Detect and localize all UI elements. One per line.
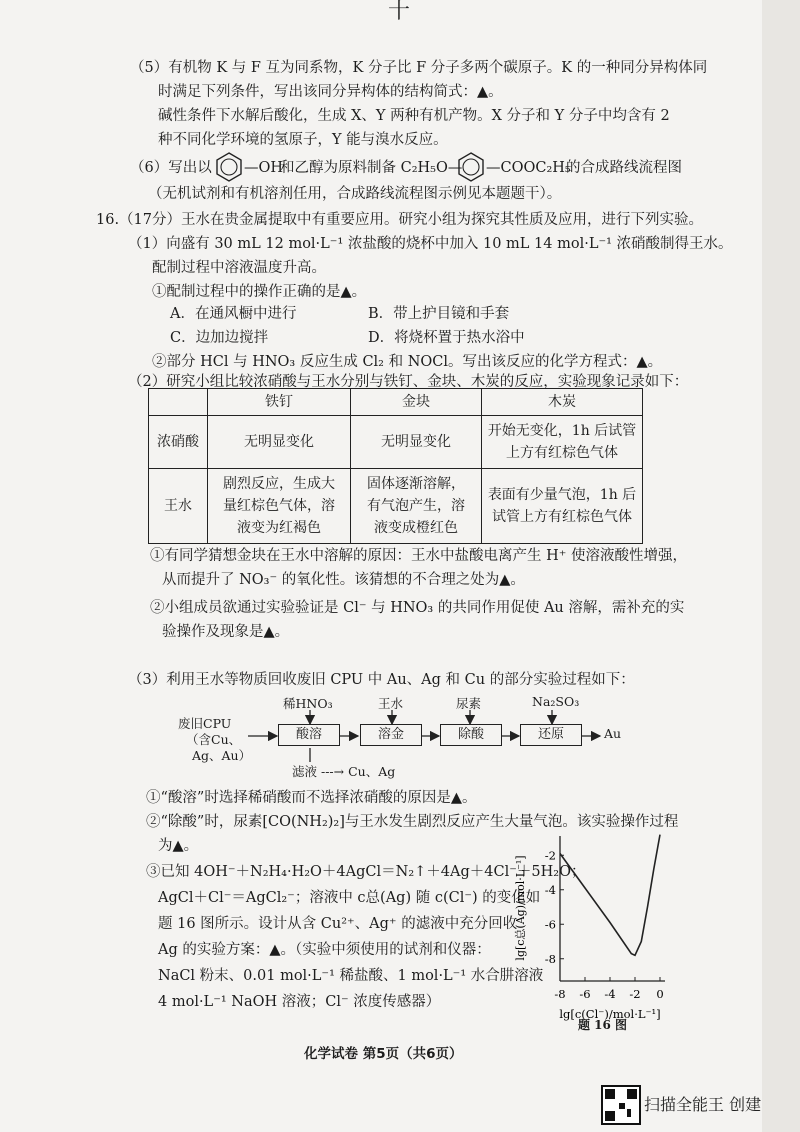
series-line [560, 835, 660, 956]
table-cell-line: 有气泡产生，溶 [367, 498, 465, 514]
reagent-na2so3: Na₂SO₃ [532, 694, 580, 709]
q6-mid: 和乙醇为原料制备 C₂H₅O— [280, 160, 463, 176]
q16-p1-line-1: （1）向盛有 30 mL 12 mol·L⁻¹ 浓盐酸的烧杯中加入 10 mL 14 mol·L⁻¹ 浓硝酸制得王水。 [128, 236, 733, 252]
q16-p2-q1-line-1: ①有同学猜想金块在王水中溶解的原因：王水中盐酸电离产生 H⁺ 使溶液酸性增强， [150, 548, 688, 564]
q16-p3-q2-line-2: 为▲。 [158, 838, 199, 854]
table-cell-line: 液变成橙红色 [374, 520, 458, 536]
table-row [149, 469, 643, 544]
top-cross-mark: 十 [388, 0, 411, 24]
q16-p2-q2-line-1: ②小组成员欲通过实验验证是 Cl⁻ 与 HNO₃ 的共同作用促使 Au 溶解，需补充的实 [150, 600, 685, 616]
table-cell: 无明显变化 [208, 416, 351, 469]
q5-line-3: 碱性条件下水解后酸化，生成 X、Y 两种有机产物。X 分子和 Y 分子中均含有 2 [158, 108, 670, 124]
flow-input-line-1: 废旧CPU [178, 716, 232, 731]
q16-p3-q3-line-2: AgCl＋Cl⁻＝AgCl₂⁻；溶液中 c总(Ag) 随 c(Cl⁻) 的变化如 [158, 890, 541, 906]
option-b: B．带上护目镜和手套 [368, 306, 510, 322]
reagent-dilute-hno3: 稀HNO₃ [283, 696, 333, 711]
y-axis-label: lg[c总(Ag)/mol·L⁻¹] [514, 855, 527, 961]
y-tick-label: -6 [544, 917, 556, 932]
table-cell [482, 469, 643, 544]
q6-suffix: 的合成路线流程图 [566, 160, 682, 176]
observation-table [148, 388, 643, 544]
q5-line-2: 时满足下列条件，写出该同分异构体的结构简式：▲。 [158, 84, 503, 100]
table-cell-line: 上方有红棕色气体 [506, 445, 618, 461]
benzene-ring-icon [212, 150, 246, 184]
q16-p1-line-2: 配制过程中溶液温度升高。 [152, 260, 326, 276]
table-header-row [149, 389, 643, 416]
table-cell [351, 469, 482, 544]
x-axis-label: lg[c(Cl⁻)/mol·L⁻¹] [559, 1007, 661, 1021]
qr-code-icon [601, 1085, 641, 1125]
table-cell-line: 固体逐渐溶解， [367, 476, 465, 492]
step-box-reduce: 还原 [520, 724, 582, 746]
q16-p3-intro: （3）利用王水等物质回收废旧 CPU 中 Au、Ag 和 Cu 的部分实验过程如下： [128, 672, 635, 688]
q16-p3-q2-line-1: ②“除酸”时，尿素[CO(NH₂)₂]与王水发生剧烈反应产生大量气泡。该实验操作过程 [146, 814, 679, 830]
flow-product: Au [604, 726, 622, 741]
reagent-aqua-regia: 王水 [378, 696, 404, 711]
x-tick-label: -6 [579, 987, 591, 1001]
table-cell [482, 416, 643, 469]
benzene-ring-icon-2 [454, 150, 488, 184]
x-tick-label: -8 [554, 987, 566, 1001]
table-row [149, 416, 643, 469]
table-cell: 无明显变化 [351, 416, 482, 469]
q16-p3-q3-line-6: 4 mol·L⁻¹ NaOH 溶液；Cl⁻ 浓度传感器） [158, 994, 441, 1010]
flow-input-line-3: Ag、Au） [192, 748, 252, 763]
option-d: D．将烧杯置于热水浴中 [368, 330, 525, 346]
y-tick-label: -4 [544, 882, 556, 897]
scan-edge [762, 0, 800, 1132]
table-cell [208, 469, 351, 544]
x-tick-label: -4 [604, 987, 616, 1001]
step-box-remove-acid: 除酸 [440, 724, 502, 746]
table-header-cell [149, 389, 208, 416]
q6-ester: —COOC₂H₅ [486, 160, 571, 176]
q5-line-1: （5）有机物 K 与 F 互为同系物，K 分子比 F 分子多两个碳原子。K 的一种同分异构体同 [130, 60, 708, 76]
q16-p2-q1-line-2: 从而提升了 NO₃⁻ 的氧化性。该猜想的不合理之处为▲。 [162, 572, 525, 588]
table-cell-line: 开始无变化，1h 后试管 [487, 423, 637, 439]
q6-line-2: （无机试剂和有机溶剂任用，合成路线流程图示例见本题题干）。 [148, 186, 562, 202]
q16-p1-q2: ②部分 HCl 与 HNO₃ 反应生成 Cl₂ 和 NOCl。写出该反应的化学方程式：▲。 [152, 354, 663, 370]
step-box-dissolve-gold: 溶金 [360, 724, 422, 746]
page-footer: 化学试卷 第5页（共6页） [304, 1046, 463, 1062]
table-cell-line: 量红棕色气体，溶 [223, 498, 335, 514]
option-a: A．在通风橱中进行 [170, 306, 297, 322]
table-header-cell: 铁钉 [208, 389, 351, 416]
q16-p3-q1: ①“酸溶”时选择稀硝酸而不选择浓硝酸的原因是▲。 [146, 790, 477, 806]
chart-title: 题 16 图 [578, 1018, 628, 1032]
step-box-acid-dissolve: 酸溶 [278, 724, 340, 746]
camscanner-watermark: 扫描全能王 创建 [644, 1095, 762, 1114]
flow-filtrate: 滤液 ---→ Cu、Ag [292, 764, 396, 779]
x-tick-label: -2 [629, 987, 641, 1001]
chart-ag-vs-cl [510, 826, 670, 1036]
q16-p3-q3-line-3: 题 16 图所示。设计从含 Cu²⁺、Ag⁺ 的滤液中充分回收 [158, 916, 518, 932]
q6-oh: —OH [244, 160, 284, 176]
q16-title: 16.（17分）王水在贵金属提取中有重要应用。研究小组为探究其性质及应用，进行下列实验。 [96, 212, 704, 228]
q5-line-4: 种不同化学环境的氢原子，Y 能与溴水反应。 [158, 132, 448, 148]
option-c: C．边加边搅拌 [170, 330, 269, 346]
table-cell-line: 表面有少量气泡，1h 后 [487, 487, 637, 503]
q16-p2-q2-line-2: 验操作及现象是▲。 [162, 624, 290, 640]
reagent-urea: 尿素 [456, 696, 482, 711]
q6-prefix: （6）写出以 [130, 160, 212, 176]
table-row-label: 浓硝酸 [149, 416, 208, 469]
q16-p3-q3-line-1: ③已知 4OH⁻＋N₂H₄·H₂O＋4AgCl＝N₂↑＋4Ag＋4Cl⁻＋5H₂O； [146, 864, 586, 880]
flow-input-line-2: （含Cu、 [186, 732, 242, 747]
table-row-label: 王水 [149, 469, 208, 544]
table-cell-line: 试管上方有红棕色气体 [492, 509, 632, 525]
y-tick-label: -2 [544, 848, 556, 863]
table-cell-line: 液变为红褐色 [237, 520, 321, 536]
table-cell-line: 剧烈反应，生成大 [223, 476, 335, 492]
table-header-cell: 木炭 [482, 389, 643, 416]
y-tick-label: -8 [544, 951, 556, 966]
q16-p1-q1: ①配制过程中的操作正确的是▲。 [152, 284, 367, 300]
table-header-cell: 金块 [351, 389, 482, 416]
q16-p2-intro: （2）研究小组比较浓硝酸与王水分别与铁钉、金块、木炭的反应，实验现象记录如下： [128, 374, 689, 390]
q16-p3-q3-line-5: NaCl 粉末、0.01 mol·L⁻¹ 稀盐酸、1 mol·L⁻¹ 水合肼溶液 [158, 968, 544, 984]
q16-p3-q3-line-4: Ag 的实验方案：▲。（实验中须使用的试剂和仪器： [158, 942, 491, 958]
x-tick-label: 0 [656, 987, 664, 1001]
